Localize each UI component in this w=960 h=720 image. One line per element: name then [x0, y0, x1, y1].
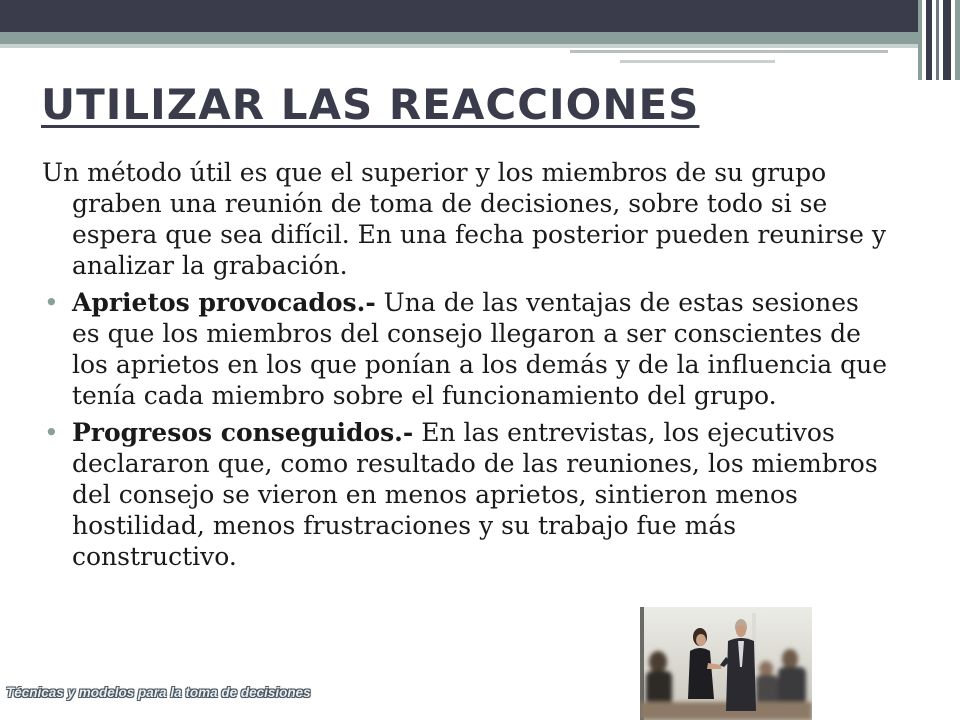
- business-meeting-photo: [640, 607, 812, 720]
- bullet-text: Una de las ventajas de estas sesiones es que los miembros del consejo llegaron a ser conscientes de los aprietos en los que ponían a los demás y de la influencia que tenía cada miembro sobre el funcionamiento del grupo.: [72, 288, 888, 410]
- bullet-item-progresos: [42, 417, 892, 572]
- slide-title: UTILIZAR LAS REACCIONES: [41, 80, 700, 129]
- bullet-text: En las entrevistas, los ejecutivos declararon que, como resultado de las reuniones, los miembros del consejo se vieron en menos aprietos, sintieron menos hostilidad, menos frustraciones y su trabajo fue más constructivo.: [72, 418, 878, 571]
- bullet-item-aprietos: [42, 287, 892, 411]
- header-band: [0, 0, 918, 32]
- bullet-lead: Aprietos provocados.-: [72, 288, 376, 317]
- corner-decoration: [918, 0, 960, 80]
- bullet-icon: •: [44, 418, 59, 447]
- meeting-illustration: [640, 607, 812, 720]
- footer-text: Técnicas y modelos para la toma de decisiones: [6, 685, 311, 700]
- bullet-lead: Progresos conseguidos.-: [72, 418, 414, 447]
- decor-line: [620, 60, 775, 63]
- header-stripe: [0, 32, 918, 44]
- intro-paragraph: Un método útil es que el superior y los miembros de su grupo graben una reunión de toma de decisiones, sobre todo si se espera que sea difícil. En una fecha posterior pueden reunirse y analizar la grabación.: [42, 158, 886, 280]
- header-stripe-light: [0, 44, 918, 48]
- decor-line: [570, 50, 888, 53]
- bullet-icon: •: [44, 288, 59, 317]
- slide-body: [42, 157, 892, 578]
